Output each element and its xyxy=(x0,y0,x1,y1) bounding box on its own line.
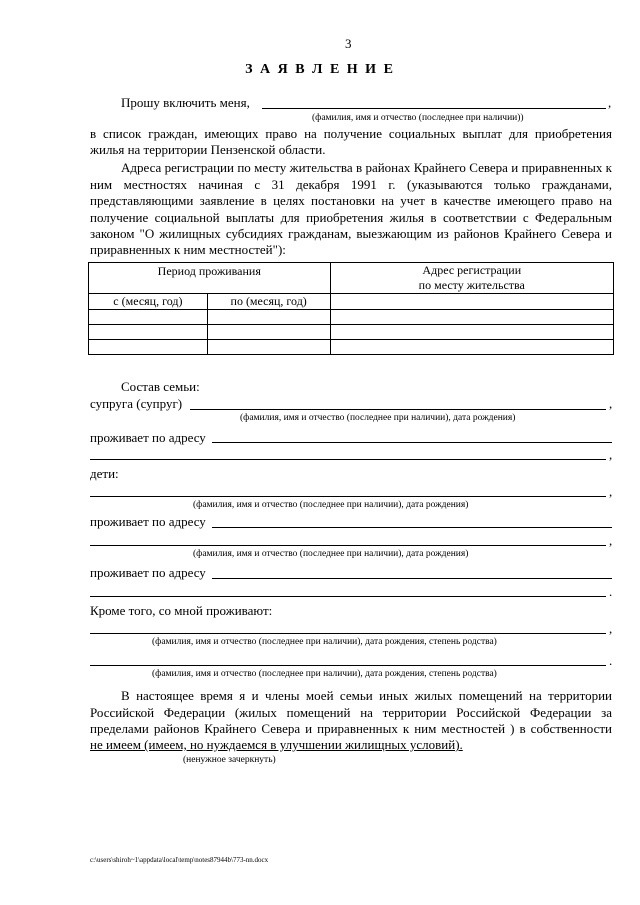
address-line[interactable] xyxy=(212,578,612,579)
table-row xyxy=(89,325,614,340)
closing-line-4: не имеем (имеем, но нуждаемся в улучшении жилищных условий). xyxy=(90,737,463,752)
addresses-line-3: представляющими заявление в целях постановки на учет в качестве имеющего право на xyxy=(90,193,612,208)
lives-at-label: проживает по адресу xyxy=(90,565,206,580)
child-hint: (фамилия, имя и отчество (последнее при наличии), дата рождения) xyxy=(193,549,469,559)
spouse-hint: (фамилия, имя и отчество (последнее при наличии), дата рождения) xyxy=(240,413,516,423)
family-heading: Состав семьи: xyxy=(121,379,200,394)
addresses-line-2: ним местностях начиная с 31 декабря 1991 г. (указываются только гражданами, xyxy=(90,177,612,192)
addresses-line-5: законом "О жилищных субсидиях гражданам, выезжающим из районов Крайнего Севера и xyxy=(90,226,612,241)
period-header: Период проживания xyxy=(89,263,331,294)
comma: , xyxy=(609,484,613,499)
lives-at-label: проживает по адресу xyxy=(90,514,206,529)
table-row xyxy=(89,340,614,355)
address-line[interactable] xyxy=(90,459,606,460)
relative-hint: (фамилия, имя и отчество (последнее при наличии), дата рождения, степень родства) xyxy=(152,637,497,647)
address-line[interactable] xyxy=(90,596,606,597)
fio-line xyxy=(262,108,606,109)
child-line[interactable] xyxy=(90,545,606,546)
request-line-2: в список граждан, имеющих право на получение социальных выплат для приобретения xyxy=(90,126,612,141)
comma: , xyxy=(609,447,613,462)
comma: , xyxy=(609,621,613,636)
col-from-header: с (месяц, год) xyxy=(89,294,208,310)
address-line[interactable] xyxy=(212,527,612,528)
also-living-label: Кроме того, со мной проживают: xyxy=(90,603,273,618)
comma: , xyxy=(609,396,613,411)
closing-line-2: Российской Федерации (жилых помещений на территории Российской Федерации за xyxy=(90,705,612,720)
comma: , xyxy=(609,533,613,548)
addresses-line-6: приравненных к ним местностей"): xyxy=(90,242,286,257)
addresses-line-4: получение социальной выплаты для приобретения жилья в соответствии с Федеральным xyxy=(90,210,612,225)
period-table xyxy=(88,262,614,355)
relative-line[interactable] xyxy=(90,665,606,666)
col-to-header: по (месяц, год) xyxy=(207,294,330,310)
period-mark: . xyxy=(609,584,613,599)
closing-line-1: В настоящее время я и члены моей семьи иных жилых помещений на территории xyxy=(121,688,612,703)
child-line[interactable] xyxy=(90,496,606,497)
address-header-2: по месту жительства xyxy=(330,278,613,294)
address-line[interactable] xyxy=(212,442,612,443)
children-label: дети: xyxy=(90,466,119,481)
relative-line[interactable] xyxy=(90,633,606,634)
address-header-1: Адрес регистрации xyxy=(330,263,613,279)
addresses-line-1: Адреса регистрации по месту жительства в районах Крайнего Севера и приравненных к xyxy=(121,160,612,175)
request-comma: , xyxy=(608,95,612,110)
lives-at-label: проживает по адресу xyxy=(90,430,206,445)
document-title: З А Я В Л Е Н И Е xyxy=(245,62,395,77)
page-number: 3 xyxy=(345,36,352,51)
relative-hint: (фамилия, имя и отчество (последнее при наличии), дата рождения, степень родства) xyxy=(152,669,497,679)
request-line-3: жилья на территории Пензенской области. xyxy=(90,142,326,157)
request-prefix: Прошу включить меня, xyxy=(121,95,250,110)
period-mark: . xyxy=(609,653,613,668)
spouse-line[interactable] xyxy=(190,409,606,410)
fio-hint: (фамилия, имя и отчество (последнее при наличии)) xyxy=(312,113,524,123)
spouse-label: супруга (супруг) xyxy=(90,396,183,411)
child-hint: (фамилия, имя и отчество (последнее при наличии), дата рождения) xyxy=(193,500,469,510)
strike-hint: (ненужное зачеркнуть) xyxy=(183,755,276,765)
table-row xyxy=(89,310,614,325)
table-cell[interactable] xyxy=(330,294,613,310)
footer-file-path: c:\users\shiroh~1\appdata\local\temp\notes87944b\773-nn.docx xyxy=(90,856,269,864)
closing-line-3: пределами районов Крайнего Севера и приравненных к ним местностей ) в собственности xyxy=(90,721,612,736)
